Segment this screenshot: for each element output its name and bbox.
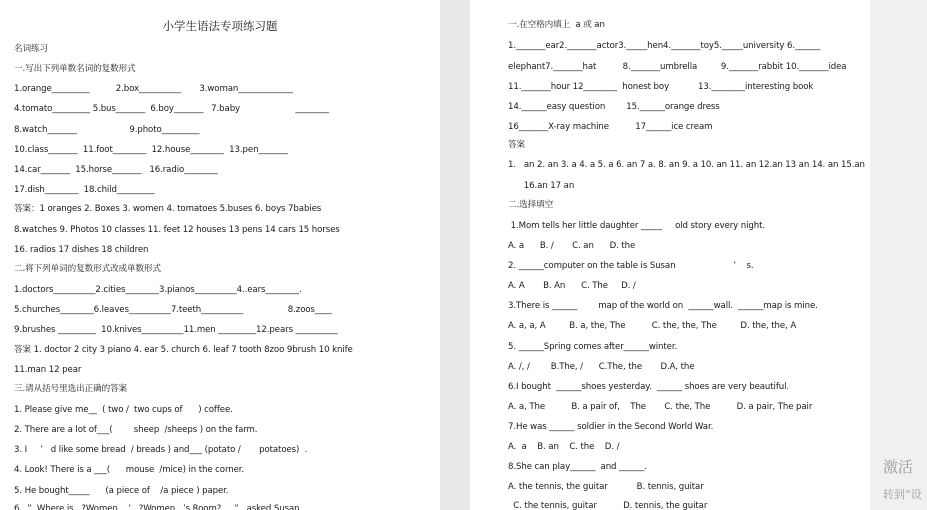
exercise-line: 1._______ear2._______actor3._____hen4._______toy5._____university 6.______ [508,41,821,51]
question-line: 2. ______computer on the table is Susan ’ s. [508,261,754,271]
question-line: 7.He was ______ soldier in the Second World War. [508,422,714,432]
exercise-heading: 二.将下列单词的复数形式改成单数形式 [14,264,162,274]
activation-watermark-subtext: 转到“设 [883,488,922,501]
exercise-line: 1.doctors__________2.cities________3.pianos__________4..ears________. [14,285,302,295]
exercise-line: 14.______easy question 15.______orange dress [508,102,720,112]
question-line: 1.Mom tells her little daughter _____ old story every night. [508,221,766,231]
left-document-page [0,0,440,510]
exercise-line: 11._______hour 12________ honest boy 13.________interesting book [508,82,814,92]
options-line: A. a, a, A B. a, the, The C. the, the, The D. the, the, A [508,321,797,331]
exercise-line: 4.tomato_________ 5.bus_______ 6.boy_______ 7.baby ________ [14,104,329,114]
exercise-line: elephant7._______hat 8._______umbrella 9._______rabbit 10._______idea [508,62,847,72]
exercise-line: 5.churches________6.leaves__________7.teeth__________ 8.zoos____ [14,305,332,315]
exercise-line: 17.dish________ 18.child_________ [14,185,155,195]
exercise-line: 1.orange_________ 2.box__________ 3.woman_____________ [14,84,293,94]
options-line: A. a B. / C. an D. the [508,241,636,251]
exercise-line: 9.brushes _________ 10.knives__________11.men _________12.pears __________ [14,325,338,335]
right-margin-panel [870,0,927,510]
exercise-heading: 三.请从括号里选出正确的答案 [14,384,128,394]
question-line: 6.I bought ______shoes yesterday. ______ shoes are very beautiful. [508,382,790,392]
activation-watermark: 激活 [883,458,914,476]
answer-line: 16.an 17 an [508,181,575,191]
options-line: A. /, / B.The, / C.The, the D.A, the [508,362,695,372]
answer-line: 8.watches 9. Photos 10 classes 11. feet 12 houses 13 pens 14 cars 15 horses [14,225,340,235]
answer-line: 1. an 2. an 3. a 4. a 5. a 6. an 7 a. 8. an 9. a 10. an 11. an 12.an 13 an 14. an 15.an [508,160,865,170]
question-line: 1. Please give me__ ( two / two cups of ) coffee. [14,405,233,415]
answer-heading: 答案 [508,140,525,150]
options-line: A. A B. An C. The D. / [508,281,636,291]
question-line: 8.She can play______ and ______. [508,462,647,472]
options-line: C. the tennis, guitar D. tennis, the guitar [508,501,708,510]
exercise-line: 14.car_______ 15.horse_______ 16.radio________ [14,165,218,175]
options-line: A. a B. an C. the D. / [508,442,620,452]
exercise-heading: 二.选择填空 [508,200,554,210]
exercise-heading: 一.写出下列单数名词的复数形式 [14,64,136,74]
exercise-line: 8.watch_______ 9.photo_________ [14,125,200,135]
right-document-page [470,0,870,510]
question-line: 5. He bought_____ (a piece of /a piece ) paper. [14,486,229,496]
exercise-heading: 一.在空格内填上 a 或 an [508,20,605,30]
question-line: 3. I ’ d like some bread / breads ) and___ (potato / potatoes) . [14,445,308,455]
question-line: 2. There are a lot of___( sheep /sheeps ) on the farm. [14,425,258,435]
question-line: 3.There is ______ map of the world on ______wall. ______map is mine. [508,301,818,311]
question-line: 5. ______Spring comes after______winter. [508,342,678,352]
answer-line: 11.man 12 pear [14,365,82,375]
exercise-line: 16_______X-ray machine 17______ice cream [508,122,713,132]
answer-line: 答案 1. doctor 2 city 3 piano 4. ear 5. church 6. leaf 7 tooth 8zoo 9brush 10 knife [14,345,353,355]
question-line: 6. ” Where is ?Women ’ ?Women ’s Room? ” asked Susan. [14,504,303,510]
options-line: A. the tennis, the guitar B. tennis, guitar [508,482,704,492]
question-line: 4. Look! There is a ___( mouse /mice) in the corner. [14,465,245,475]
page-title: 小学生语法专项练习题 [162,19,278,33]
options-line: A. a, The B. a pair of, The C. the, The D. a pair, The pair [508,402,813,412]
exercise-line: 10.class_______ 11.foot________ 12.house________ 13.pen_______ [14,145,288,155]
section-heading: 名词练习 [14,44,48,54]
answer-line: 答案：1 oranges 2. Boxes 3. women 4. tomatoes 5.buses 6. boys 7babies [14,204,322,214]
answer-line: 16. radios 17 dishes 18 children [14,245,149,255]
